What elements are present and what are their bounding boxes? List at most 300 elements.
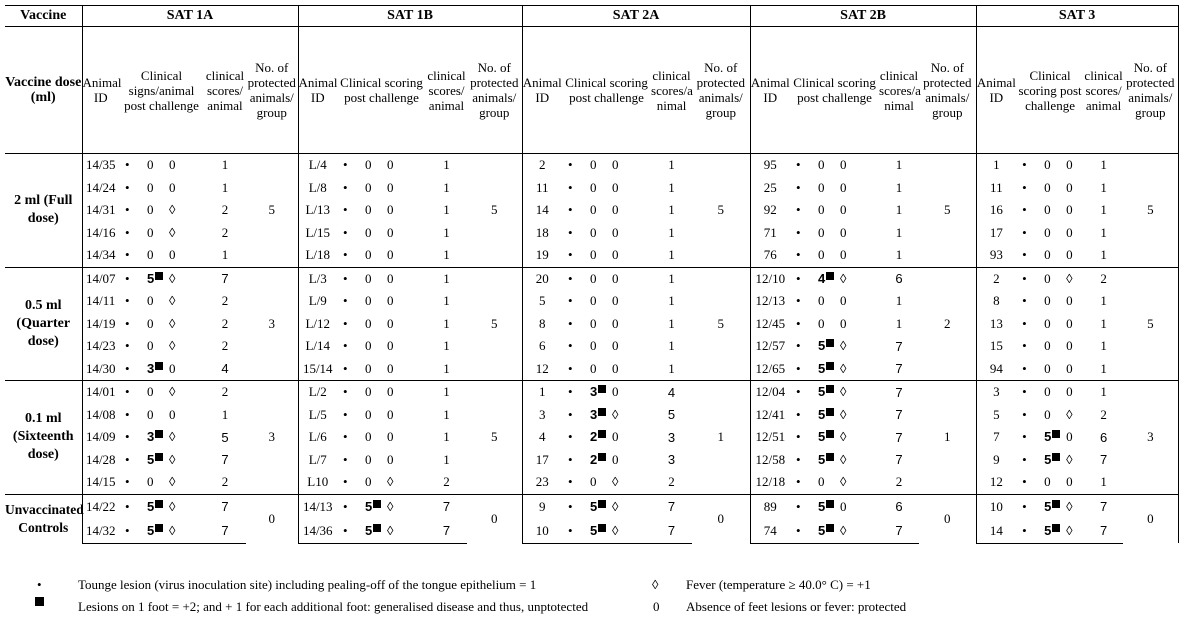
clinical-score: 1 xyxy=(1084,381,1123,404)
clinical-signs: • 0 0 xyxy=(790,154,879,177)
protected-count: 3 xyxy=(246,267,298,381)
protected-count: 5 xyxy=(246,154,298,268)
animal-id: 12/41 xyxy=(755,406,786,422)
animal-id-header: Animal ID xyxy=(298,27,337,154)
clinical-signs: • 5 ◊ xyxy=(1016,494,1084,519)
legend-square-symbol xyxy=(34,597,44,613)
clinical-signs: • 0 0 xyxy=(1022,315,1073,331)
foot-lesion-icon xyxy=(598,453,606,461)
clinical-score: 7 xyxy=(204,519,246,544)
clinical-signs: • 0 0 xyxy=(119,154,204,177)
clinical-signs: • 0 0 xyxy=(568,293,619,309)
clinical-score: 7 xyxy=(879,381,919,404)
clinical-scoring-header: Clinical signs/animal post challenge xyxy=(119,27,204,154)
clinical-signs: • 0 0 xyxy=(796,224,847,240)
clinical-signs: • 0 ◊ xyxy=(125,293,176,309)
table-row xyxy=(5,335,1178,358)
clinical-signs: • 0 0 xyxy=(343,360,394,376)
clinical-signs: • 0 0 xyxy=(568,202,619,218)
clinical-score: 2 xyxy=(221,293,229,309)
clinical-score: 1 xyxy=(443,338,450,354)
animal-id: 13 xyxy=(989,315,1003,331)
clinical-signs: • 5 ◊ xyxy=(337,494,426,519)
animal-id: 14/09 xyxy=(85,429,116,445)
animal-id: 14/24 xyxy=(85,179,116,195)
clinical-signs: • 0 ◊ xyxy=(125,315,176,331)
clinical-score: 1 xyxy=(668,247,675,263)
clinical-score: 2 xyxy=(668,474,675,490)
protected-count: 5 xyxy=(467,267,522,381)
animal-id: 14/36 xyxy=(298,519,337,544)
clinical-score: 7 xyxy=(204,494,246,519)
clinical-signs: • 5 ◊ xyxy=(1016,519,1084,544)
clinical-signs: • 5 ◊ xyxy=(119,519,204,544)
clinical-score: 7 xyxy=(204,267,246,290)
clinical-scoring-header: Clinical scoring post challenge xyxy=(337,27,426,154)
protected-count: 0 xyxy=(919,494,976,543)
clinical-score: 1 xyxy=(1100,474,1107,490)
table-row xyxy=(5,199,1178,222)
clinical-signs: • 0 0 xyxy=(343,315,394,331)
clinical-score: 1 xyxy=(443,247,450,263)
animal-id-header: Animal ID xyxy=(976,27,1016,154)
clinical-score: 1 xyxy=(443,293,450,309)
clinical-score: 3 xyxy=(667,429,676,445)
clinical-score: 1 xyxy=(1100,360,1107,376)
table-row xyxy=(5,494,1178,519)
animal-id: 12/57 xyxy=(755,338,786,354)
legend-diamond-text: Fever (temperature ≥ 40.0° C) = +1 xyxy=(686,577,871,592)
protected-count: 0 xyxy=(246,494,298,543)
foot-lesion-icon xyxy=(155,430,163,438)
animal-id: 5 xyxy=(993,406,1000,422)
results-table-container xyxy=(5,5,1175,614)
clinical-score: 1 xyxy=(668,179,675,195)
clinical-score: 1 xyxy=(895,293,903,309)
table-row xyxy=(5,267,1178,290)
group-header-0: SAT 1A xyxy=(82,6,298,27)
animal-id: 8 xyxy=(539,315,546,331)
animal-id: 20 xyxy=(522,267,562,290)
animal-id: 95 xyxy=(750,154,790,177)
clinical-signs: • 5 ◊ xyxy=(119,267,204,290)
clinical-score: 1 xyxy=(879,154,919,177)
clinical-signs: • 5 ◊ xyxy=(1022,451,1073,467)
vaccine-header: Vaccine xyxy=(5,6,82,27)
protected-count: 0 xyxy=(467,494,522,543)
protected-header: No. of protected animals/ group xyxy=(919,27,976,154)
clinical-score: 2 xyxy=(221,315,229,331)
group-header-1: SAT 1B xyxy=(298,6,522,27)
clinical-signs: • 0 0 xyxy=(125,179,176,195)
animal-id: 14/30 xyxy=(85,360,116,376)
clinical-score: 1 xyxy=(443,179,450,195)
animal-id: 14/19 xyxy=(85,315,116,331)
clinical-scoring-header: Clinical scoring post challenge xyxy=(562,27,651,154)
clinical-score: 1 xyxy=(443,429,450,445)
protected-header: No. of protected animals/ group xyxy=(246,27,298,154)
clinical-scoring-header: Clinical scoring post challenge xyxy=(1016,27,1084,154)
clinical-signs: • 0 ◊ xyxy=(796,474,847,490)
clinical-signs: • 0 0 xyxy=(1022,338,1073,354)
clinical-score: 1 xyxy=(651,267,692,290)
clinical-signs: • 5 ◊ xyxy=(119,494,204,519)
clinical-score: 1 xyxy=(895,315,903,331)
animal-id: L/13 xyxy=(305,202,331,218)
animal-id-header: Animal ID xyxy=(82,27,119,154)
clinical-signs: • 0 0 xyxy=(343,406,394,422)
group-header-row xyxy=(5,6,1178,27)
foot-lesion-icon xyxy=(826,385,834,393)
animal-id: 12/45 xyxy=(755,315,786,331)
clinical-score: 1 xyxy=(895,202,903,218)
animal-id: 14/35 xyxy=(82,154,119,177)
animal-id: 12/10 xyxy=(750,267,790,290)
clinical-score: 1 xyxy=(221,179,229,195)
group-header-4: SAT 3 xyxy=(976,6,1178,27)
table-row xyxy=(5,244,1178,267)
clinical-signs: • 0 ◊ xyxy=(1016,267,1084,290)
clinical-signs: • 0 0 xyxy=(568,338,619,354)
clinical-score: 1 xyxy=(1100,247,1107,263)
animal-id: 12/18 xyxy=(755,474,786,490)
animal-id: 14/31 xyxy=(85,202,116,218)
protected-header: No. of protected animals/ group xyxy=(692,27,750,154)
animal-id: 17 xyxy=(535,451,549,467)
protected-count: 5 xyxy=(467,381,522,495)
clinical-signs: • 0 0 xyxy=(568,224,619,240)
clinical-signs: • 5 ◊ xyxy=(796,451,847,467)
clinical-signs: • 0 0 xyxy=(343,247,394,263)
clinical-signs: • 0 0 xyxy=(1022,360,1073,376)
clinical-signs: • 0 0 xyxy=(125,247,176,263)
clinical-score: 1 xyxy=(443,360,450,376)
clinical-signs: • 5 0 xyxy=(790,494,879,519)
clinical-signs: • 0 0 xyxy=(562,154,651,177)
clinical-signs: • 2 0 xyxy=(568,451,619,467)
clinical-score: 6 xyxy=(879,267,919,290)
animal-id: 14/16 xyxy=(85,224,116,240)
foot-lesion-icon xyxy=(598,408,606,416)
animal-id: 7 xyxy=(993,429,1000,445)
clinical-score: 1 xyxy=(668,338,675,354)
protected-count: 5 xyxy=(1123,154,1178,268)
protected-count: 2 xyxy=(919,267,976,381)
clinical-score: 1 xyxy=(668,360,675,376)
animal-id: 93 xyxy=(989,247,1003,263)
clinical-score: 1 xyxy=(221,406,229,422)
clinical-score: 1 xyxy=(1100,293,1107,309)
clinical-score: 4 xyxy=(651,381,692,404)
clinical-signs: • 0 0 xyxy=(1022,224,1073,240)
animal-id: 14/15 xyxy=(85,474,116,490)
clinical-score: 2 xyxy=(221,338,229,354)
clinical-score: 1 xyxy=(668,315,675,331)
foot-lesion-icon xyxy=(598,430,606,438)
foot-lesion-icon xyxy=(373,524,381,532)
table-row xyxy=(5,313,1178,336)
animal-id: 10 xyxy=(522,519,562,544)
legend-dot-symbol: • xyxy=(37,577,42,592)
clinical-signs: • 0 0 xyxy=(343,202,394,218)
foot-lesion-icon xyxy=(826,453,834,461)
foot-lesion-icon xyxy=(1052,453,1060,461)
clinical-scores-header: clinical scores/ animal xyxy=(1084,27,1123,154)
animal-id: 6 xyxy=(539,338,546,354)
vaccine-results-table xyxy=(5,5,1179,544)
clinical-score: 2 xyxy=(443,474,450,490)
protected-count: 5 xyxy=(1123,267,1178,381)
animal-id: 12/13 xyxy=(755,293,786,309)
protected-count: 3 xyxy=(246,381,298,495)
animal-id: 12/65 xyxy=(755,360,786,376)
dose-header: Vaccine dose (ml) xyxy=(5,27,82,154)
animal-id: L/7 xyxy=(308,451,327,467)
clinical-score: 1 xyxy=(426,154,467,177)
animal-id: 11 xyxy=(990,179,1003,195)
clinical-score: 1 xyxy=(651,154,692,177)
clinical-scores-header: clinical scores/ animal xyxy=(204,27,246,154)
clinical-signs: • 5 ◊ xyxy=(562,519,651,544)
protected-count: 5 xyxy=(692,154,750,268)
foot-lesion-icon xyxy=(155,272,163,280)
clinical-signs: • 0 0 xyxy=(568,247,619,263)
clinical-signs: • 0 0 xyxy=(796,315,847,331)
animal-id: 89 xyxy=(750,494,790,519)
animal-id: 74 xyxy=(750,519,790,544)
foot-lesion-icon xyxy=(1052,500,1060,508)
clinical-signs: • 0 ◊ xyxy=(343,474,394,490)
clinical-score: 1 xyxy=(443,224,450,240)
clinical-signs: • 5 ◊ xyxy=(796,360,847,376)
clinical-score: 1 xyxy=(204,154,246,177)
clinical-score: 1 xyxy=(895,247,903,263)
clinical-score: 1 xyxy=(668,293,675,309)
foot-lesion-icon xyxy=(826,500,834,508)
table-row xyxy=(5,177,1178,200)
clinical-signs: • 5 ◊ xyxy=(796,338,847,354)
clinical-signs: • 0 0 xyxy=(568,179,619,195)
animal-id: L/8 xyxy=(308,179,327,195)
clinical-score: 1 xyxy=(1100,202,1107,218)
protected-count: 1 xyxy=(692,381,750,495)
clinical-score: 7 xyxy=(895,407,903,423)
clinical-score: 1 xyxy=(443,315,450,331)
group-header-3: SAT 2B xyxy=(750,6,976,27)
animal-id: L/12 xyxy=(305,315,331,331)
animal-id: 12/51 xyxy=(755,429,786,445)
clinical-score: 2 xyxy=(221,202,229,218)
clinical-signs: • 0 0 xyxy=(1022,293,1073,309)
clinical-signs: • 4 ◊ xyxy=(790,267,879,290)
clinical-signs: • 5 ◊ xyxy=(790,381,879,404)
table-row xyxy=(5,471,1178,494)
clinical-score: 1 xyxy=(668,202,675,218)
foot-lesion-icon xyxy=(598,524,606,532)
clinical-signs: • 0 ◊ xyxy=(125,202,176,218)
foot-lesion-icon xyxy=(155,453,163,461)
clinical-score: 1 xyxy=(1100,179,1107,195)
column-header-row xyxy=(5,27,1178,154)
table-row xyxy=(5,426,1178,449)
animal-id: 14 xyxy=(976,519,1016,544)
animal-id: 15 xyxy=(989,338,1003,354)
dose-label: Unvaccinated Controls xyxy=(5,494,82,543)
clinical-score: 1 xyxy=(426,381,467,404)
animal-id: L/18 xyxy=(305,247,331,263)
clinical-score: 4 xyxy=(221,361,229,377)
foot-lesion-icon xyxy=(598,385,606,393)
table-row xyxy=(5,222,1178,245)
animal-id: 12/58 xyxy=(755,451,786,467)
clinical-signs: • 0 0 xyxy=(796,202,847,218)
animal-id: 1 xyxy=(976,154,1016,177)
clinical-signs: • 0 0 xyxy=(1016,154,1084,177)
animal-id: 71 xyxy=(763,224,777,240)
animal-id: L10 xyxy=(307,474,329,490)
animal-id: 16 xyxy=(989,202,1003,218)
clinical-signs: • 0 0 xyxy=(125,406,176,422)
clinical-signs: • 0 0 xyxy=(1022,247,1073,263)
clinical-scores-header: clinical scores/a nimal xyxy=(651,27,692,154)
clinical-signs: • 0 0 xyxy=(337,154,426,177)
animal-id: 3 xyxy=(976,381,1016,404)
clinical-signs: • 0 0 xyxy=(343,338,394,354)
clinical-score: 1 xyxy=(443,451,450,467)
clinical-scores-header: clinical scores/ animal xyxy=(426,27,467,154)
clinical-score: 7 xyxy=(895,361,903,377)
animal-id: 19 xyxy=(535,247,549,263)
protected-count: 1 xyxy=(919,381,976,495)
animal-id: 12/04 xyxy=(750,381,790,404)
clinical-signs: • 0 0 xyxy=(343,451,394,467)
protected-header: No. of protected animals/ group xyxy=(467,27,522,154)
animal-id: 15/14 xyxy=(302,360,333,376)
foot-lesion-icon xyxy=(826,430,834,438)
animal-id: 12 xyxy=(989,474,1003,490)
clinical-score: 7 xyxy=(879,519,919,544)
foot-lesion-icon xyxy=(826,362,834,370)
animal-id: 18 xyxy=(535,224,549,240)
dose-label: 0.1 ml (Sixteenth dose) xyxy=(5,381,82,495)
animal-id: L/14 xyxy=(305,338,331,354)
clinical-score: 1 xyxy=(1084,154,1123,177)
clinical-signs: • 3 ◊ xyxy=(125,429,176,445)
clinical-signs: • 0 ◊ xyxy=(125,474,176,490)
clinical-signs: • 0 0 xyxy=(796,179,847,195)
animal-id: L/4 xyxy=(298,154,337,177)
table-body xyxy=(5,154,1178,544)
clinical-signs: • 0 0 xyxy=(796,293,847,309)
clinical-scores-header: clinical scores/a nimal xyxy=(879,27,919,154)
table-row xyxy=(5,358,1178,381)
animal-id: 4 xyxy=(539,429,546,445)
clinical-score: 2 xyxy=(221,224,229,240)
dose-label: 0.5 ml (Quarter dose) xyxy=(5,267,82,381)
clinical-score: 1 xyxy=(443,202,450,218)
foot-lesion-icon xyxy=(826,339,834,347)
clinical-score: 6 xyxy=(1099,429,1108,445)
protected-header: No. of protected animals/ group xyxy=(1123,27,1178,154)
foot-lesion-icon xyxy=(155,524,163,532)
clinical-scoring-header: Clinical scoring post challenge xyxy=(790,27,879,154)
protected-count: 5 xyxy=(467,154,522,268)
foot-lesion-icon xyxy=(826,408,834,416)
animal-id: 11 xyxy=(536,179,549,195)
animal-id: 12 xyxy=(535,360,549,376)
clinical-signs: • 0 0 xyxy=(796,247,847,263)
animal-id: 14/13 xyxy=(298,494,337,519)
clinical-signs: • 3 0 xyxy=(125,360,176,376)
clinical-signs: • 0 0 xyxy=(568,315,619,331)
clinical-score: 2 xyxy=(204,381,246,404)
clinical-signs: • 0 0 xyxy=(343,293,394,309)
animal-id: 3 xyxy=(539,406,546,422)
legend-square-text: Lesions on 1 foot = +2; and + 1 for each additional foot: generalised disease and thus, unptotected xyxy=(78,599,589,614)
clinical-signs: • 0 0 xyxy=(1022,179,1073,195)
protected-count: 3 xyxy=(1123,381,1178,495)
clinical-score: 7 xyxy=(895,452,903,468)
clinical-score: 1 xyxy=(895,179,903,195)
animal-id: 17 xyxy=(989,224,1003,240)
protected-count: 0 xyxy=(692,494,750,543)
legend-zero-text: Absence of feet lesions or fever: protected xyxy=(686,599,907,614)
table-row xyxy=(5,290,1178,313)
dose-label: 2 ml (Full dose) xyxy=(5,154,82,268)
animal-id: 9 xyxy=(522,494,562,519)
animal-id: 14/23 xyxy=(85,338,116,354)
clinical-score: 1 xyxy=(1100,315,1107,331)
animal-id: 14 xyxy=(535,202,549,218)
animal-id: 10 xyxy=(976,494,1016,519)
clinical-score: 7 xyxy=(1099,452,1108,468)
clinical-score: 1 xyxy=(895,224,903,240)
animal-id: 2 xyxy=(976,267,1016,290)
protected-count: 0 xyxy=(1123,494,1178,543)
animal-id: 76 xyxy=(763,247,777,263)
clinical-signs: • 0 0 xyxy=(1022,474,1073,490)
animal-id: 2 xyxy=(522,154,562,177)
clinical-score: 7 xyxy=(1084,519,1123,544)
foot-lesion-icon xyxy=(826,272,834,280)
animal-id: 14/32 xyxy=(82,519,119,544)
animal-id: 92 xyxy=(763,202,777,218)
animal-id: L/3 xyxy=(298,267,337,290)
clinical-score: 1 xyxy=(1100,338,1107,354)
foot-lesion-icon xyxy=(598,500,606,508)
animal-id: 25 xyxy=(763,179,777,195)
animal-id-header: Animal ID xyxy=(522,27,562,154)
table-row xyxy=(5,381,1178,404)
clinical-signs: • 0 0 xyxy=(1016,381,1084,404)
animal-id: 14/08 xyxy=(85,406,116,422)
animal-id: L/15 xyxy=(305,224,331,240)
clinical-signs: • 5 ◊ xyxy=(796,406,847,422)
legend-diamond-symbol: ◊ xyxy=(652,577,659,592)
clinical-score: 7 xyxy=(895,338,903,354)
animal-id: L/9 xyxy=(308,293,327,309)
clinical-score: 2 xyxy=(895,474,903,490)
table-row xyxy=(5,404,1178,427)
foot-lesion-icon xyxy=(1052,524,1060,532)
clinical-score: 2 xyxy=(1100,406,1107,422)
clinical-score: 1 xyxy=(443,406,450,422)
clinical-signs: • 0 0 xyxy=(343,224,394,240)
clinical-signs: • 5 ◊ xyxy=(790,519,879,544)
clinical-score: 2 xyxy=(1084,267,1123,290)
foot-lesion-icon xyxy=(1052,430,1060,438)
clinical-signs: • 0 ◊ xyxy=(125,338,176,354)
